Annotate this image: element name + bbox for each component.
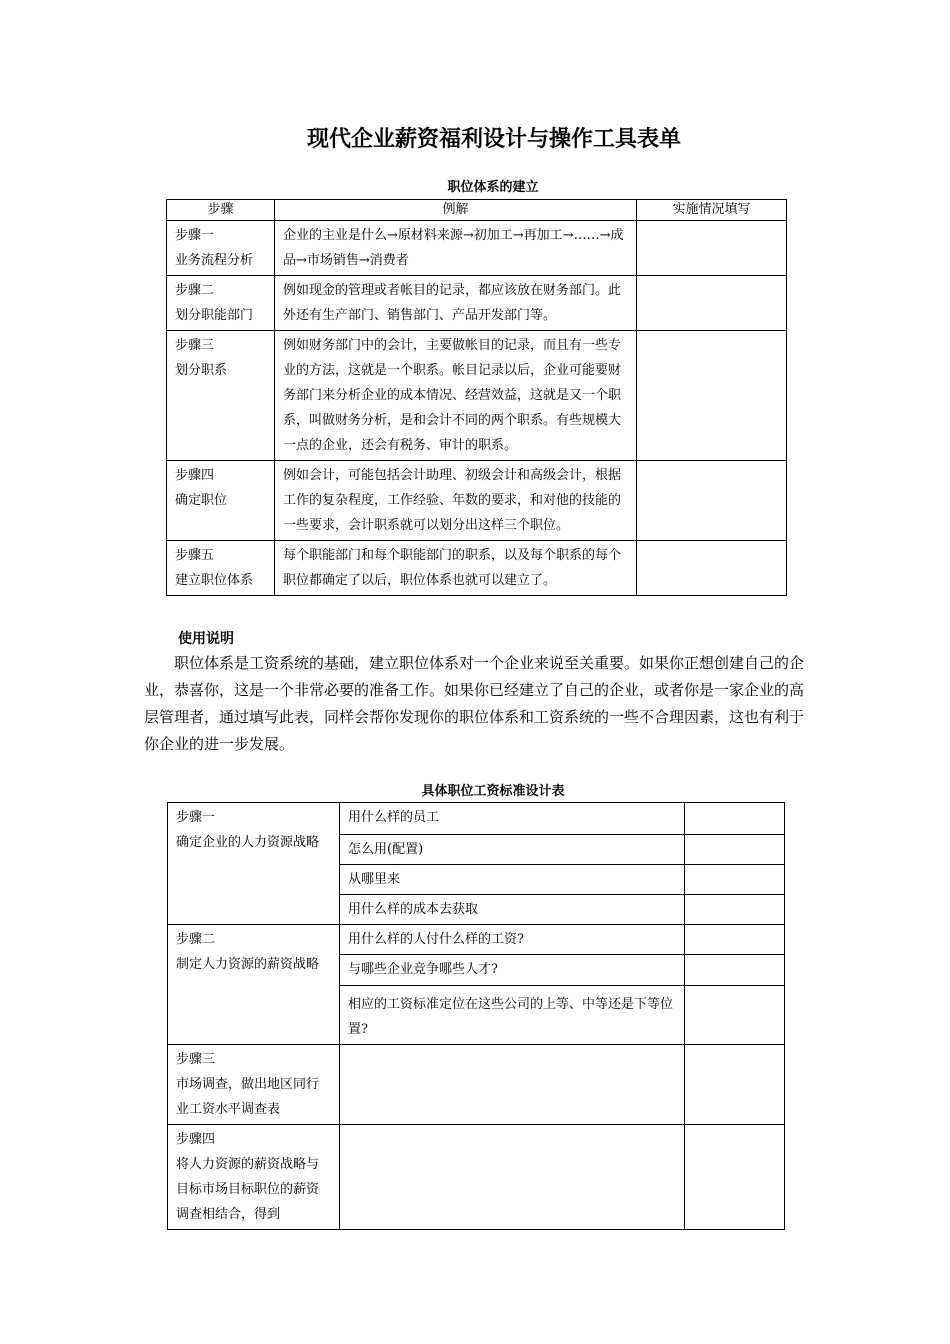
fill-cell[interactable]: [685, 895, 785, 925]
step-label: 步骤四: [176, 1132, 216, 1147]
fill-cell[interactable]: [637, 276, 787, 331]
step-cell: [168, 803, 340, 925]
step-label: 步骤一: [176, 810, 216, 825]
salary-standard-table: [167, 802, 785, 1230]
page-title: 现代企业薪资福利设计与操作工具表单: [306, 127, 681, 152]
step-cell: [167, 331, 275, 461]
table-row: [167, 461, 787, 541]
example-cell: 例如会计，可能包括会计助理、初级会计和高级会计，根据工作的复杂程度，工作经验、年数的要求，和对他的技能的一些要求，会计职系就可以划分出这样三个职位。: [275, 461, 637, 541]
fill-cell[interactable]: [685, 955, 785, 986]
usage-text: 职位体系是工资系统的基础，建立职位体系对一个企业来说至关重要。如果你正想创建自己的企业，恭喜你，这是一个非常必要的准备工作。如果你已经建立了自己的企业，或者你是一家企业的高层管理者，通过填写此表，同样会帮你发现你的职位体系和工资系统的一些不合理因素，这也有利于你企业的进一步发展。: [144, 654, 805, 753]
header-example: 例解: [275, 200, 637, 221]
table2-caption: 具体职位工资标准设计表: [421, 784, 565, 799]
step-cell: [168, 1045, 340, 1125]
step-name: 建立职位体系: [175, 573, 254, 588]
fill-cell[interactable]: [637, 331, 787, 461]
step-cell: [167, 221, 275, 276]
fill-cell[interactable]: [685, 865, 785, 895]
item-cell: 用什么样的成本去获取: [340, 895, 685, 925]
table-row: [167, 331, 787, 461]
item-cell: 用什么样的人付什么样的工资?: [340, 925, 685, 955]
step-label: 步骤三: [175, 338, 215, 353]
example-cell: 例如现金的管理或者帐目的记录，都应该放在财务部门。此外还有生产部门、销售部门、产品开发部门等。: [275, 276, 637, 331]
item-cell: [340, 1045, 685, 1125]
step-desc: 制定人力资源的薪资战略: [176, 957, 320, 972]
item-cell: [340, 1125, 685, 1230]
step-name: 确定职位: [175, 493, 228, 508]
fill-cell[interactable]: [637, 461, 787, 541]
item-cell: 从哪里来: [340, 865, 685, 895]
fill-cell[interactable]: [685, 1045, 785, 1125]
table-row: [167, 541, 787, 596]
step-cell: [167, 541, 275, 596]
step-label: 步骤二: [175, 283, 215, 298]
item-cell: 与哪些企业竞争哪些人才?: [340, 955, 685, 986]
item-cell: 相应的工资标准定位在这些公司的上等、中等还是下等位置?: [340, 986, 685, 1045]
table-row: [167, 221, 787, 276]
example-cell: 每个职能部门和每个职能部门的职系，以及每个职系的每个职位都确定了以后，职位体系也就可以建立了。: [275, 541, 637, 596]
step-name: 业务流程分析: [175, 253, 254, 268]
fill-cell[interactable]: [685, 835, 785, 865]
step-cell: [167, 276, 275, 331]
step-label: 步骤五: [175, 548, 215, 563]
table-row: [167, 276, 787, 331]
table-row: [168, 925, 785, 955]
step-name: 划分职能部门: [175, 308, 254, 323]
usage-heading: 使用说明: [178, 631, 234, 647]
step-label: 步骤二: [176, 932, 216, 947]
fill-cell[interactable]: [685, 803, 785, 835]
table-row: [168, 803, 785, 835]
step-cell: [167, 461, 275, 541]
step-desc: 市场调查，做出地区同行业工资水平调查表: [176, 1077, 320, 1117]
fill-cell[interactable]: [685, 1125, 785, 1230]
step-cell: [168, 925, 340, 1045]
header-step: 步骤: [167, 200, 275, 221]
step-desc: 确定企业的人力资源战略: [176, 835, 320, 850]
item-cell: 用什么样的员工: [340, 803, 685, 835]
step-cell: [168, 1125, 340, 1230]
table1-header-row: [167, 200, 787, 221]
step-desc: 将人力资源的薪资战略与目标市场目标职位的薪资调查相结合，得到: [176, 1157, 320, 1222]
table1-caption: 职位体系的建立: [447, 180, 539, 195]
example-cell: 企业的主业是什么→原材料来源→初加工→再加工→……→成品→市场销售→消费者: [275, 221, 637, 276]
step-label: 步骤一: [175, 228, 215, 243]
table-row: [168, 1125, 785, 1230]
step-label: 步骤四: [175, 468, 215, 483]
fill-cell[interactable]: [637, 541, 787, 596]
item-cell: 怎么用(配置): [340, 835, 685, 865]
fill-cell[interactable]: [685, 986, 785, 1045]
fill-cell[interactable]: [685, 925, 785, 955]
table-row: [168, 1045, 785, 1125]
header-fill: 实施情况填写: [637, 200, 787, 221]
fill-cell[interactable]: [637, 221, 787, 276]
job-system-table: [166, 199, 787, 596]
example-cell: 例如财务部门中的会计，主要做帐目的记录，而且有一些专业的方法，这就是一个职系。帐目记录以后，企业可能要财务部门来分析企业的成本情况、经营效益，这就是又一个职系，叫做财务分析，是和会计不同的两个职系。有些规模大一点的企业，还会有税务、审计的职系。: [275, 331, 637, 461]
step-label: 步骤三: [176, 1052, 216, 1067]
step-name: 划分职系: [175, 363, 228, 378]
